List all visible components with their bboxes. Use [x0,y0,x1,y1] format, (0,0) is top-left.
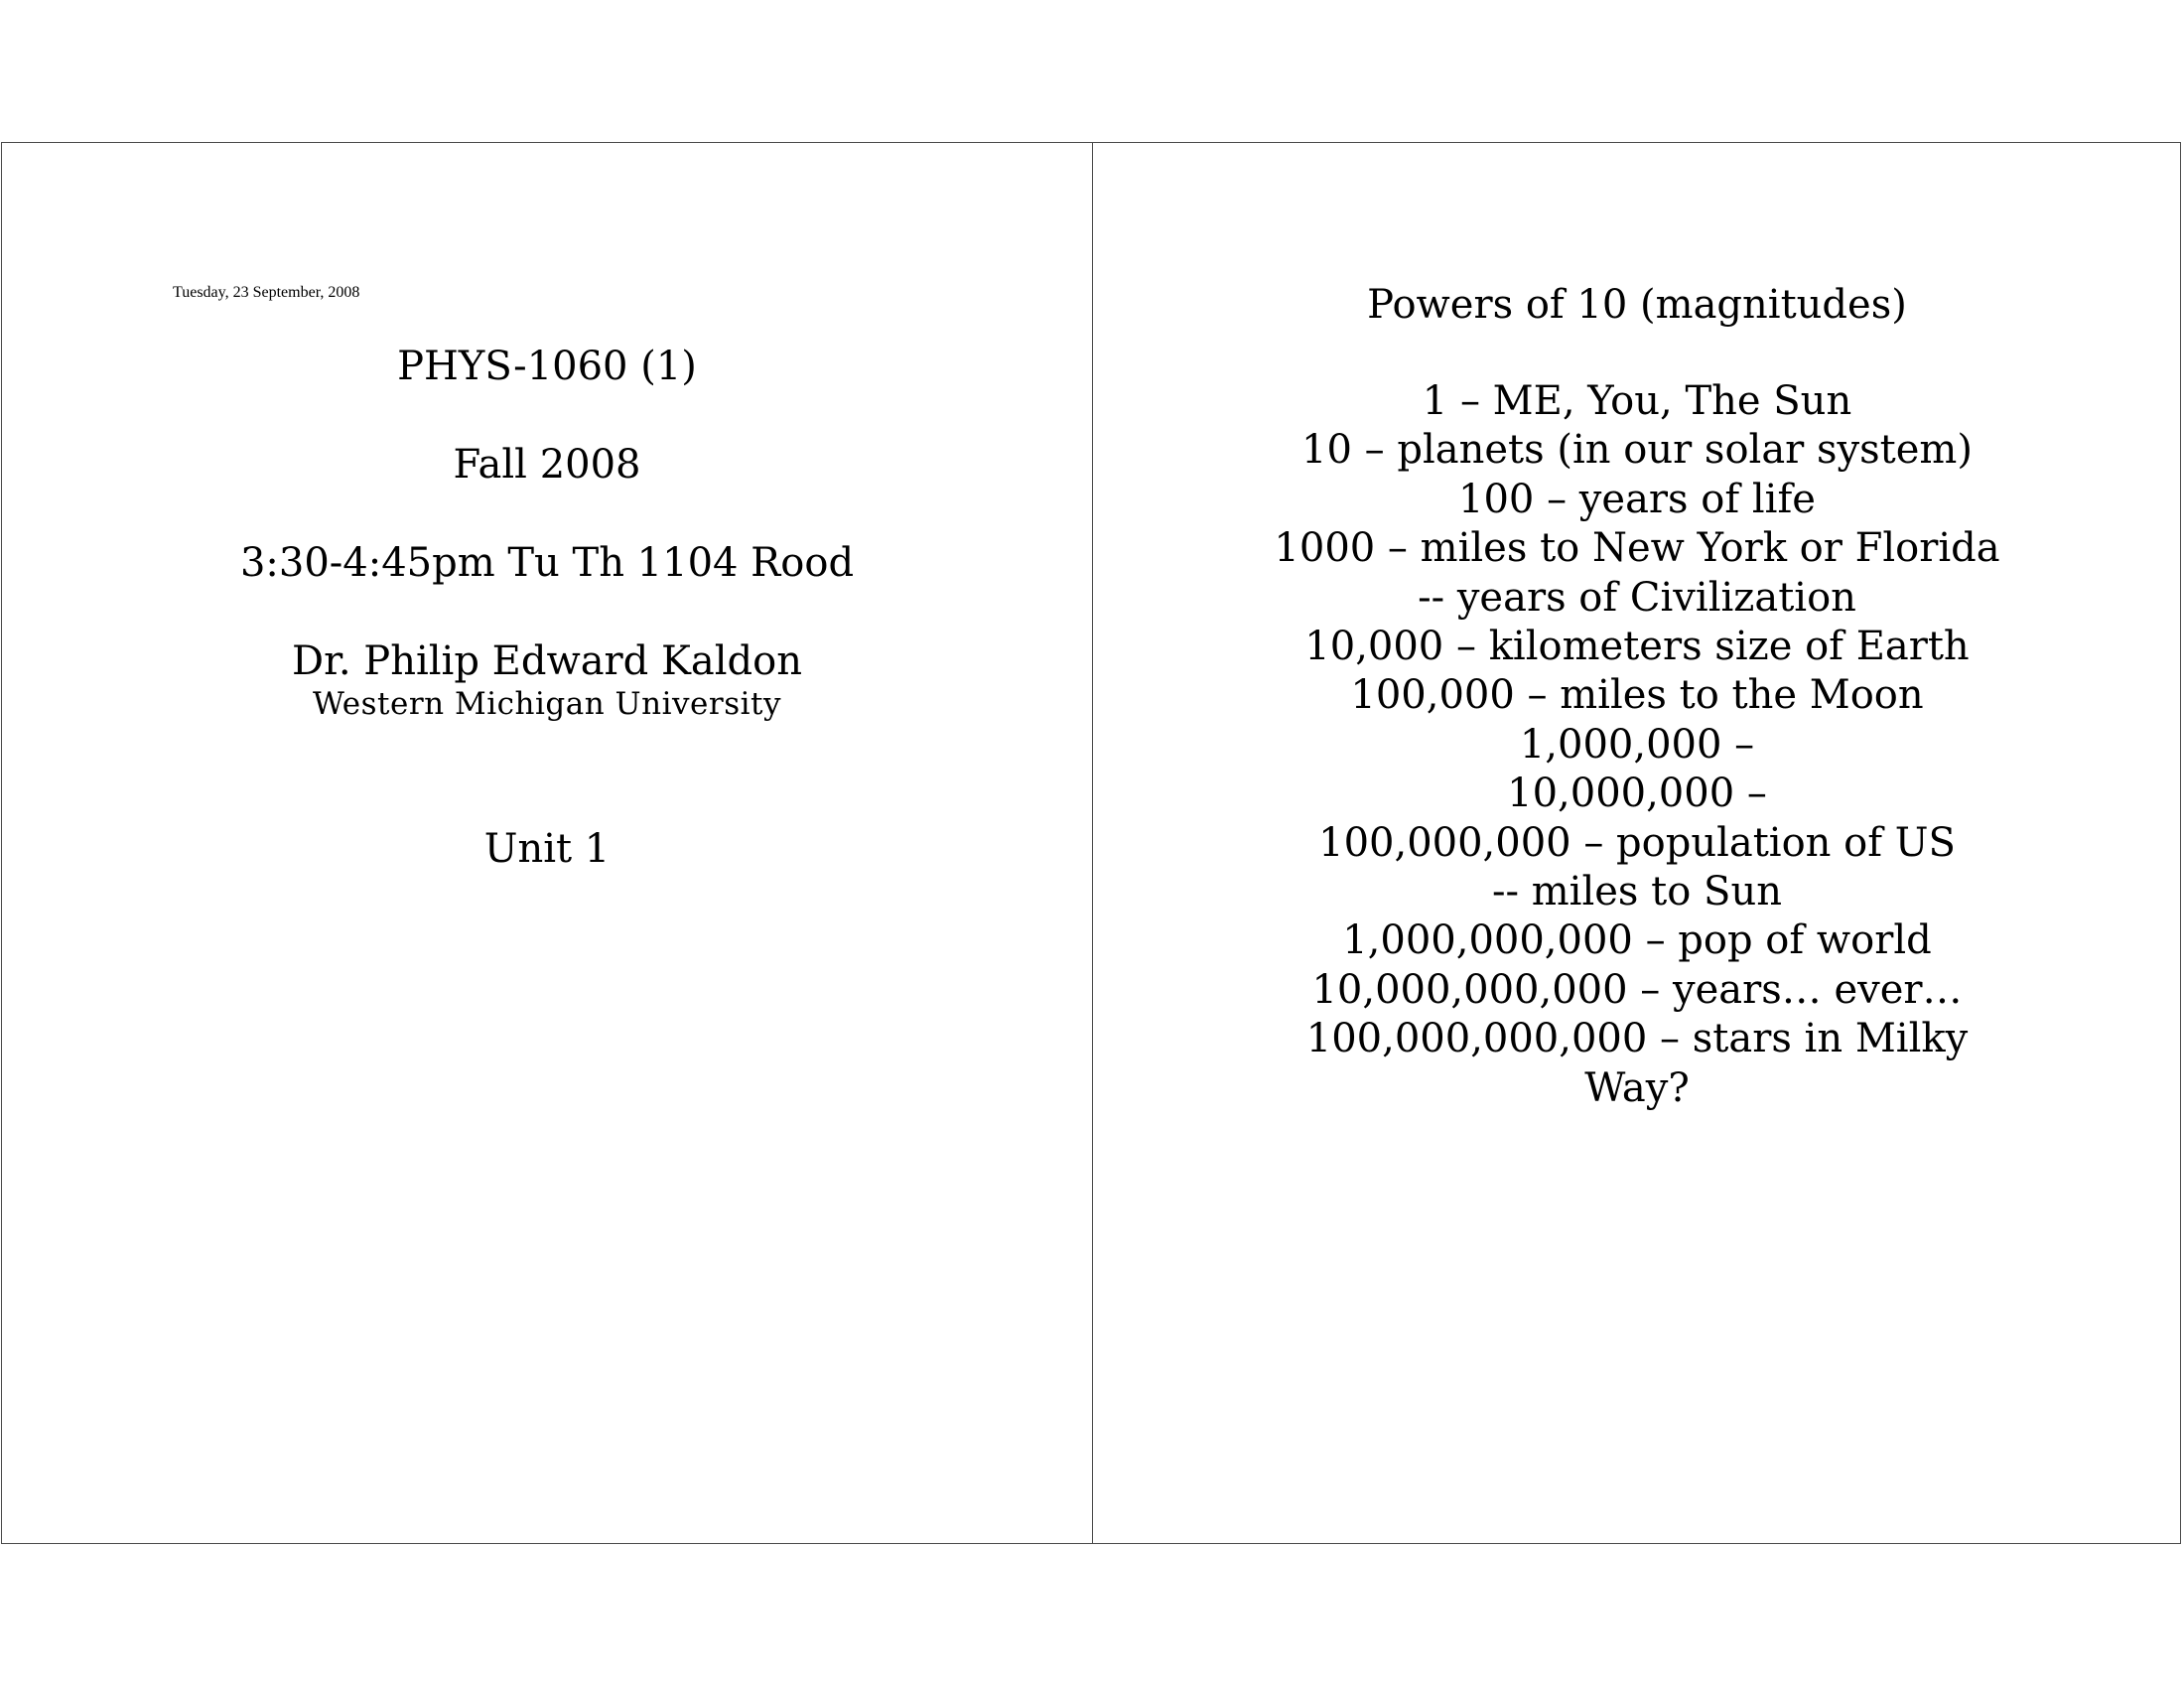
unit-label: Unit 1 [483,826,611,872]
institution: Western Michigan University [312,686,782,722]
list-item: 10,000,000,000 – years… ever… [1311,966,1963,1013]
powers-title: Powers of 10 (magnitudes) [1367,282,1907,328]
instructor-name: Dr. Philip Edward Kaldon [292,638,802,684]
term: Fall 2008 [453,442,641,488]
list-item: 1,000,000 – [1519,721,1755,768]
title-slide [2,143,1092,1543]
list-item: -- miles to Sun [1492,869,1782,915]
powers-slide [1093,143,2181,1543]
list-item: 1000 – miles to New York or Florida [1274,525,2000,572]
course-code: PHYS-1060 (1) [397,344,697,389]
date-stamp: Tuesday, 23 September, 2008 [173,284,360,301]
list-item: Way? [1584,1064,1690,1111]
list-item: -- years of Civilization [1418,574,1856,621]
schedule: 3:30-4:45pm Tu Th 1104 Rood [239,540,855,586]
list-item: 10,000,000 – [1507,771,1767,817]
list-item: 10,000 – kilometers size of Earth [1304,624,1970,670]
list-item: 100 – years of life [1458,476,1816,522]
list-item: 100,000 – miles to the Moon [1350,672,1924,719]
powers-list [1093,377,2181,1113]
handout-sheet [1,142,2181,1544]
list-item: 10 – planets (in our solar system) [1301,427,1973,474]
list-item: 1 – ME, You, The Sun [1422,378,1852,424]
list-item: 100,000,000 – population of US [1318,819,1956,866]
list-item: 1,000,000,000 – pop of world [1342,917,1932,964]
list-item: 100,000,000,000 – stars in Milky [1305,1016,1969,1062]
